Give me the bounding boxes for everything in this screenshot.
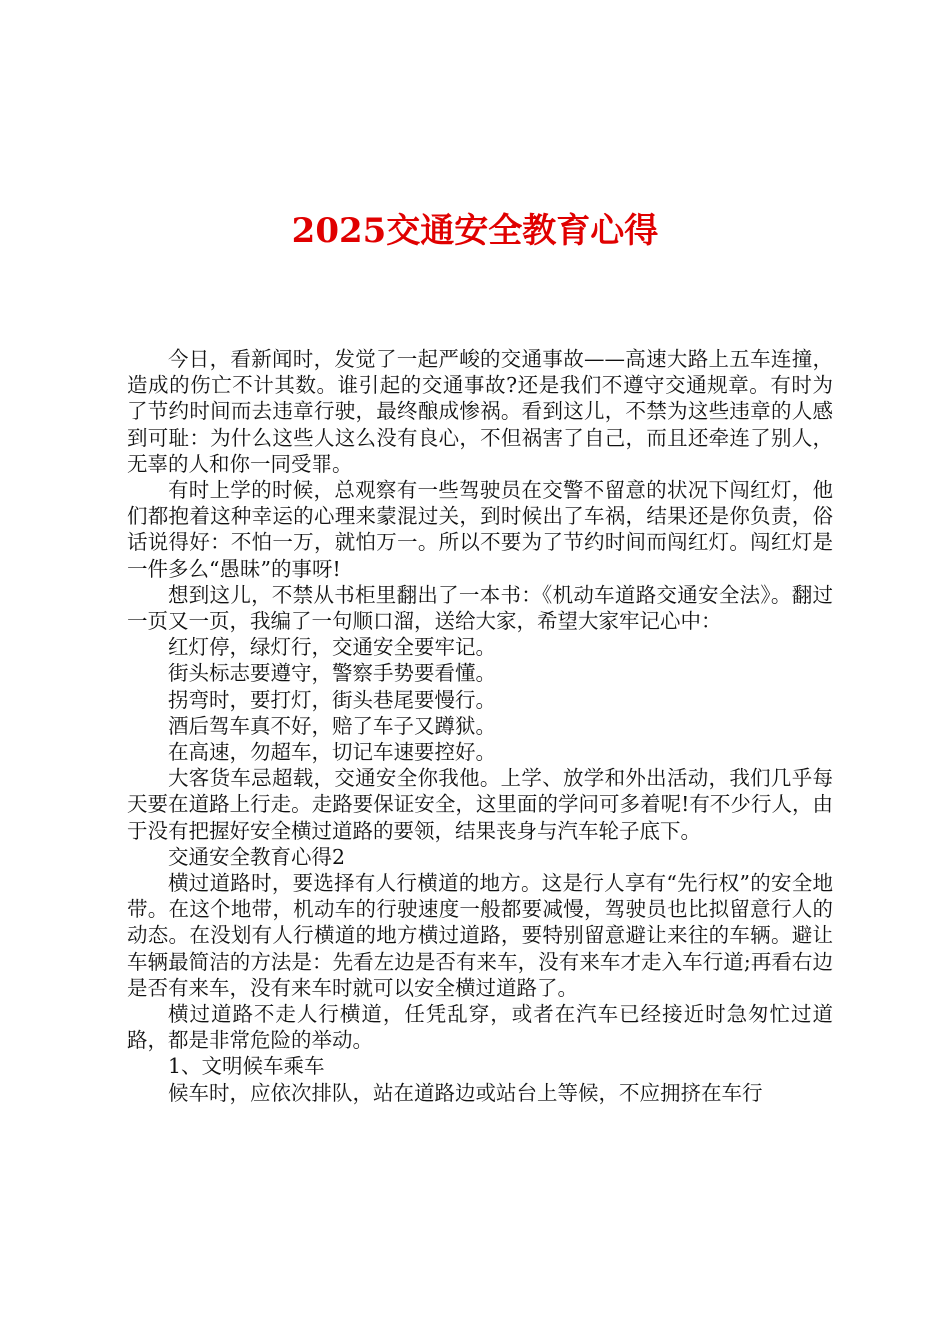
paragraph: 候车时，应依次排队，站在道路边或站台上等候，不应拥挤在车行 [168,1080,763,1105]
subsection-heading: 1、文明候车乘车 [168,1054,325,1079]
paragraph: 横过道路时，要选择有人行横道的地方。这是行人享有“先行权”的安全地带。在这个地带，机动车的行驶速度一般都要减慢，驾驶员也比拟留意行人的动态。在没划有人行横道的地方横过道路，要特别留意避让来往的车辆。避让车辆最简洁的方法是：先看左边是否有来车，没有来车才走入车行道;再看右边是否有来车，没有来车时就可以安全横过道路了。 [127,871,833,1000]
document-title: 2025交通安全教育心得 [291,211,659,251]
paragraph: 横过道路不走人行横道，任凭乱穿，或者在汽车已经接近时急匆忙过道路，都是非常危险的举动。 [127,1002,833,1053]
paragraph: 今日，看新闻时，发觉了一起严峻的交通事故——高速大路上五车连撞，造成的伤亡不计其数。谁引起的交通事故?还是我们不遵守交通规章。有时为了节约时间而去违章行驶，最终酿成惨祸。看到这儿，不禁为这些违章的人感到可耻：为什么这些人这么没有良心，不但祸害了自己，而且还牵连了别人，无辜的人和你一同受罪。 [127,347,833,476]
document-body [127,346,833,1106]
paragraph: 有时上学的时候，总观察有一些驾驶员在交警不留意的状况下闯红灯，他们都抱着这种幸运的心理来蒙混过关，到时候出了车祸，结果还是你负责，俗话说得好：不怕一万，就怕万一。所以不要为了节约时间而闯红灯。闯红灯是一件多么“愚昧”的事呀! [127,478,833,581]
verse-line: 酒后驾车真不好，赔了车子又蹲狱。 [168,713,496,738]
verse-line: 拐弯时，要打灯，街头巷尾要慢行。 [168,687,496,712]
section-heading: 交通安全教育心得2 [168,844,346,869]
verse-line: 红灯停，绿灯行，交通安全要牢记。 [168,635,496,660]
paragraph: 大客货车忌超载，交通安全你我他。上学、放学和外出活动，我们几乎每天要在道路上行走。走路要保证安全，这里面的学问可多着呢!有不少行人，由于没有把握好安全横过道路的要领，结果丧身与汽车轮子底下。 [127,766,833,843]
paragraph: 想到这儿，不禁从书柜里翻出了一本书：《机动车道路交通安全法》。翻过一页又一页，我编了一句顺口溜，送给大家，希望大家牢记心中： [127,582,833,634]
verse-line: 在高速，勿超车，切记车速要控好。 [168,740,496,765]
verse-line: 街头标志要遵守，警察手势要看懂。 [168,661,496,686]
